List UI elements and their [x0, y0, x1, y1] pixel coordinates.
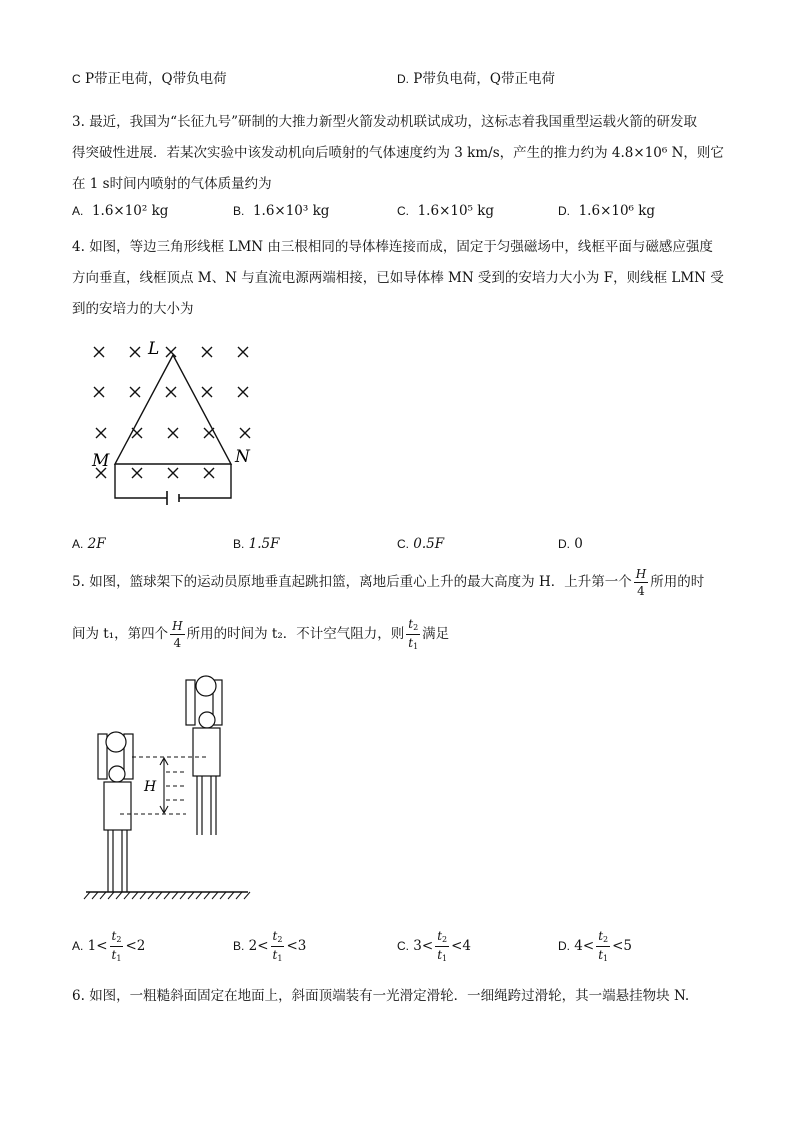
q5-option-b: B. 2< $\frac{t_2}{t_1}$ <3	[233, 929, 307, 963]
q3-line-2: 得突破性进展．若某次实验中该发动机向后喷射的气体速度约为 3 km/s，产生的推力约为 4.8×10⁶ N，则它	[72, 145, 724, 161]
q4-triangle-figure	[80, 335, 270, 515]
body-right	[193, 728, 220, 776]
basketball-right	[196, 676, 216, 696]
q4-option-b: B. 1.5F	[233, 536, 280, 552]
q3-number: 3.	[72, 114, 85, 130]
label-m: M	[92, 451, 110, 471]
q5-option-d: D. 4< $\frac{t_2}{t_1}$ <5	[558, 929, 633, 963]
q6-number: 6.	[72, 988, 85, 1004]
q2-option-c-text: P带正电荷，Q带负电荷	[84, 71, 227, 87]
q2-option-d: D. P带负电荷，Q带正电荷	[397, 71, 555, 87]
body-left	[104, 782, 131, 830]
q4-line-3: 到的安培力的大小为	[72, 301, 194, 317]
q3-line-1: 3. 最近，我国为“长征九号”研制的大推力新型火箭发动机联试成功，这标志着我国重型运载火箭的研发取	[72, 114, 697, 130]
q2-option-c: C P带正电荷，Q带负电荷	[72, 71, 227, 87]
q5-line-2: 间为 t₁，第四个 $\frac{H}{4}$ 所用的时间为 t₂．不计空气阻力，则 $\frac{t_2}{t_1}$ 满足	[72, 617, 450, 651]
q4-option-d: D. 0	[558, 536, 583, 552]
fraction-h-over-4: $\frac{H}{4}$	[635, 567, 647, 598]
head-right	[199, 712, 215, 728]
battery-symbol	[167, 491, 179, 505]
q2-option-d-text: P带负电荷，Q带正电荷	[413, 71, 555, 87]
q5-number: 5.	[72, 574, 85, 590]
q4-line-1: 4. 如图，等边三角形线框 LMN 由三根相同的导体棒连接而成，固定于匀强磁场中，线框平面与磁感应强度	[72, 239, 713, 255]
label-h: H	[144, 779, 157, 795]
q3-option-c: C. 1.6×10⁵ kg	[397, 203, 495, 219]
label-l: L	[148, 339, 160, 359]
q5-option-c: C. 3< $\frac{t_2}{t_1}$ <4	[397, 929, 472, 963]
fraction-h-over-4: $\frac{H}{4}$	[172, 619, 183, 650]
fraction-t2-over-t1: $\frac{t_2}{t_1}$	[408, 617, 419, 651]
q3-option-a: A. 1.6×10² kg	[72, 203, 169, 219]
q5-basketball-figure	[82, 670, 252, 900]
q5-line-1: 5. 如图，篮球架下的运动员原地垂直起跳扣篮，离地后重心上升的最大高度为 H．上升第一个 $\frac{H}{4}$ 所用的时	[72, 567, 705, 598]
basketball-left	[106, 732, 126, 752]
q4-number: 4.	[72, 239, 85, 255]
triangle-frame-lmn	[115, 355, 231, 464]
q3-option-b: B. 1.6×10³ kg	[233, 203, 330, 219]
head-left	[109, 766, 125, 782]
q4-line-2: 方向垂直，线框顶点 M、N 与直流电源两端相接，已如导体棒 MN 受到的安培力大小为 F，则线框 LMN 受	[72, 270, 724, 286]
q3-option-d: D. 1.6×10⁶ kg	[558, 203, 656, 219]
right-arm-left	[186, 680, 195, 725]
q6-line-1: 6. 如图，一粗糙斜面固定在地面上，斜面顶端装有一光滑定滑轮．一细绳跨过滑轮，其一端悬挂物块 N.	[72, 988, 690, 1004]
q5-option-a: A. 1< $\frac{t_2}{t_1}$ <2	[72, 929, 146, 963]
q3-line-3: 在 1 s时间内喷射的气体质量约为	[72, 176, 272, 192]
label-n: N	[235, 447, 250, 467]
q4-option-a: A. 2F	[72, 536, 106, 552]
ground-hatching	[84, 892, 250, 899]
q4-option-c: C. 0.5F	[397, 536, 445, 552]
